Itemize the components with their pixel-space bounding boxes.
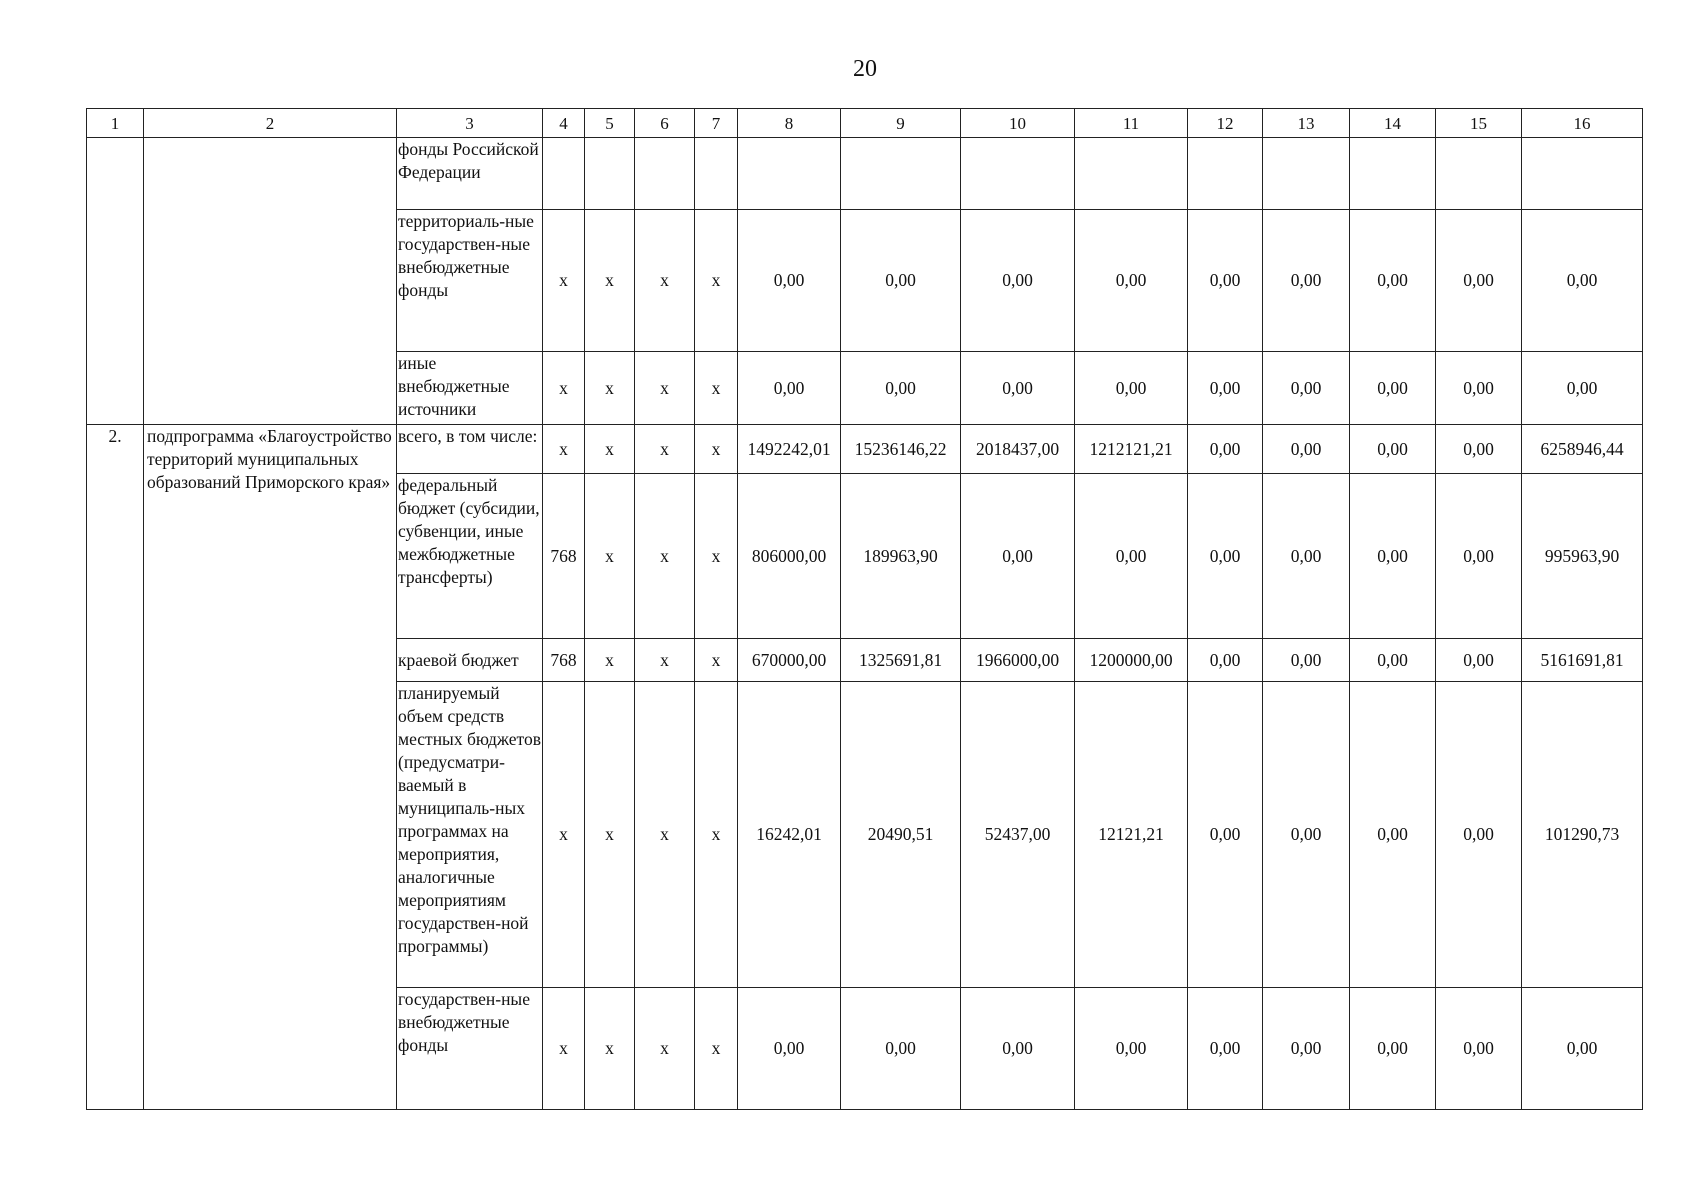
col-header: 16 bbox=[1522, 109, 1643, 138]
table-cell: 0,00 bbox=[841, 352, 961, 425]
table-cell: x bbox=[585, 474, 635, 639]
col-header: 9 bbox=[841, 109, 961, 138]
table-cell: 0,00 bbox=[1188, 988, 1263, 1110]
table-cell bbox=[1188, 138, 1263, 210]
col-header: 1 bbox=[87, 109, 144, 138]
table-cell: 0,00 bbox=[738, 210, 841, 352]
table-cell bbox=[1350, 138, 1436, 210]
table-cell: 0,00 bbox=[841, 210, 961, 352]
table-cell: 0,00 bbox=[1350, 474, 1436, 639]
table-cell: 101290,73 bbox=[1522, 682, 1643, 988]
table-cell: x bbox=[695, 352, 738, 425]
table-cell: x bbox=[635, 474, 695, 639]
table-cell: 0,00 bbox=[1436, 639, 1522, 682]
row-number-cell: 2. bbox=[87, 425, 144, 1110]
table-cell: 0,00 bbox=[738, 352, 841, 425]
table-cell: x bbox=[543, 988, 585, 1110]
page-number: 20 bbox=[853, 56, 877, 82]
source-cell: краевой бюджет bbox=[397, 639, 543, 682]
table-cell: 0,00 bbox=[1350, 639, 1436, 682]
table-cell: 0,00 bbox=[961, 474, 1075, 639]
table-cell bbox=[841, 138, 961, 210]
col-header: 8 bbox=[738, 109, 841, 138]
col-header: 14 bbox=[1350, 109, 1436, 138]
col-header: 6 bbox=[635, 109, 695, 138]
table-cell: 0,00 bbox=[1436, 210, 1522, 352]
table-cell: x bbox=[585, 639, 635, 682]
table-cell: 0,00 bbox=[1263, 425, 1350, 474]
col-header: 11 bbox=[1075, 109, 1188, 138]
table-cell: 0,00 bbox=[1263, 474, 1350, 639]
table-cell: 0,00 bbox=[1436, 988, 1522, 1110]
table-cell: 0,00 bbox=[1522, 352, 1643, 425]
table-cell: x bbox=[585, 425, 635, 474]
table-cell: 0,00 bbox=[1436, 682, 1522, 988]
table-cell: 1966000,00 bbox=[961, 639, 1075, 682]
row-name-cell: подпрограмма «Благоустройство территорий муниципальных образований Приморского края» bbox=[144, 425, 397, 1110]
table-cell: x bbox=[695, 682, 738, 988]
table-cell: 995963,90 bbox=[1522, 474, 1643, 639]
table-cell: 0,00 bbox=[738, 988, 841, 1110]
col-header: 5 bbox=[585, 109, 635, 138]
source-cell: федеральный бюджет (субсидии, субвенции, иные межбюджетные трансферты) bbox=[397, 474, 543, 639]
col-header: 3 bbox=[397, 109, 543, 138]
table-cell: 0,00 bbox=[1263, 988, 1350, 1110]
table-cell: 0,00 bbox=[1075, 474, 1188, 639]
table-row bbox=[87, 425, 1643, 474]
table-cell: 0,00 bbox=[1436, 425, 1522, 474]
table-cell: x bbox=[543, 210, 585, 352]
budget-table bbox=[86, 108, 1643, 1110]
col-header: 7 bbox=[695, 109, 738, 138]
table-cell: 1325691,81 bbox=[841, 639, 961, 682]
table-cell: 0,00 bbox=[1188, 425, 1263, 474]
table-cell: 0,00 bbox=[1350, 352, 1436, 425]
header-row bbox=[87, 109, 1643, 138]
table-cell: 0,00 bbox=[1350, 425, 1436, 474]
table-cell: 0,00 bbox=[961, 988, 1075, 1110]
table-cell: 0,00 bbox=[961, 352, 1075, 425]
source-cell: иные внебюджетные источники bbox=[397, 352, 543, 425]
table-cell: 0,00 bbox=[1188, 474, 1263, 639]
table-cell: 0,00 bbox=[1436, 474, 1522, 639]
table-cell bbox=[635, 138, 695, 210]
table-cell: x bbox=[635, 210, 695, 352]
table-cell: x bbox=[585, 682, 635, 988]
table-cell: 2018437,00 bbox=[961, 425, 1075, 474]
table-cell bbox=[695, 138, 738, 210]
table-cell bbox=[1075, 138, 1188, 210]
table-cell bbox=[543, 138, 585, 210]
table-cell: 1200000,00 bbox=[1075, 639, 1188, 682]
row-number-cell bbox=[87, 138, 144, 425]
table-cell: 0,00 bbox=[1350, 682, 1436, 988]
table-cell: 6258946,44 bbox=[1522, 425, 1643, 474]
table-row bbox=[87, 138, 1643, 210]
table-cell: x bbox=[635, 988, 695, 1110]
col-header: 2 bbox=[144, 109, 397, 138]
table-cell: x bbox=[585, 988, 635, 1110]
col-header: 13 bbox=[1263, 109, 1350, 138]
table-cell: 0,00 bbox=[961, 210, 1075, 352]
table-cell: 52437,00 bbox=[961, 682, 1075, 988]
table-cell: 15236146,22 bbox=[841, 425, 961, 474]
table-cell: 5161691,81 bbox=[1522, 639, 1643, 682]
table-cell: 1212121,21 bbox=[1075, 425, 1188, 474]
table-cell: x bbox=[695, 425, 738, 474]
table-cell: x bbox=[695, 988, 738, 1110]
table-cell: 0,00 bbox=[1075, 210, 1188, 352]
col-header: 12 bbox=[1188, 109, 1263, 138]
table-cell: x bbox=[543, 352, 585, 425]
table-cell: 0,00 bbox=[1350, 988, 1436, 1110]
table-cell: 0,00 bbox=[841, 988, 961, 1110]
table-cell: 0,00 bbox=[1263, 639, 1350, 682]
table-cell bbox=[585, 138, 635, 210]
table-cell: 0,00 bbox=[1263, 210, 1350, 352]
table-cell: 20490,51 bbox=[841, 682, 961, 988]
col-header: 10 bbox=[961, 109, 1075, 138]
table-cell: 0,00 bbox=[1188, 210, 1263, 352]
table-cell: 670000,00 bbox=[738, 639, 841, 682]
table-cell bbox=[961, 138, 1075, 210]
table-cell: x bbox=[585, 210, 635, 352]
table-cell: 0,00 bbox=[1188, 352, 1263, 425]
table-cell bbox=[1522, 138, 1643, 210]
table-cell: 189963,90 bbox=[841, 474, 961, 639]
table-cell: 0,00 bbox=[1522, 988, 1643, 1110]
table-cell: 806000,00 bbox=[738, 474, 841, 639]
table-cell: x bbox=[543, 425, 585, 474]
table-cell: 0,00 bbox=[1188, 682, 1263, 988]
table-cell: 1492242,01 bbox=[738, 425, 841, 474]
table-cell: 0,00 bbox=[1188, 639, 1263, 682]
table-cell: 12121,21 bbox=[1075, 682, 1188, 988]
table-cell: x bbox=[635, 639, 695, 682]
source-cell: фонды Российской Федерации bbox=[397, 138, 543, 210]
table-cell: 0,00 bbox=[1263, 682, 1350, 988]
row-name-cell bbox=[144, 138, 397, 425]
table-cell: 768 bbox=[543, 474, 585, 639]
table-cell: x bbox=[543, 682, 585, 988]
table-cell: x bbox=[695, 474, 738, 639]
table-cell: 768 bbox=[543, 639, 585, 682]
col-header: 4 bbox=[543, 109, 585, 138]
table-cell: 16242,01 bbox=[738, 682, 841, 988]
source-cell: всего, в том числе: bbox=[397, 425, 543, 474]
source-cell: планируемый объем средств местных бюджетов (предусматри-ваемый в муниципаль-ных программах на мероприятия, аналогичные мероприятиям государствен-ной программы) bbox=[397, 682, 543, 988]
table-cell: 0,00 bbox=[1075, 352, 1188, 425]
col-header: 15 bbox=[1436, 109, 1522, 138]
table-cell: x bbox=[635, 425, 695, 474]
table-cell: 0,00 bbox=[1522, 210, 1643, 352]
table-cell: 0,00 bbox=[1350, 210, 1436, 352]
table-cell: 0,00 bbox=[1436, 352, 1522, 425]
table-cell: x bbox=[635, 682, 695, 988]
source-cell: государствен-ные внебюджетные фонды bbox=[397, 988, 543, 1110]
table-cell bbox=[1263, 138, 1350, 210]
table-cell: x bbox=[695, 639, 738, 682]
table-cell: 0,00 bbox=[1263, 352, 1350, 425]
source-cell: территориаль-ные государствен-ные внебюджетные фонды bbox=[397, 210, 543, 352]
table-cell: x bbox=[695, 210, 738, 352]
table-cell bbox=[1436, 138, 1522, 210]
table-cell: 0,00 bbox=[1075, 988, 1188, 1110]
table-cell bbox=[738, 138, 841, 210]
table-cell: x bbox=[635, 352, 695, 425]
table-cell: x bbox=[585, 352, 635, 425]
